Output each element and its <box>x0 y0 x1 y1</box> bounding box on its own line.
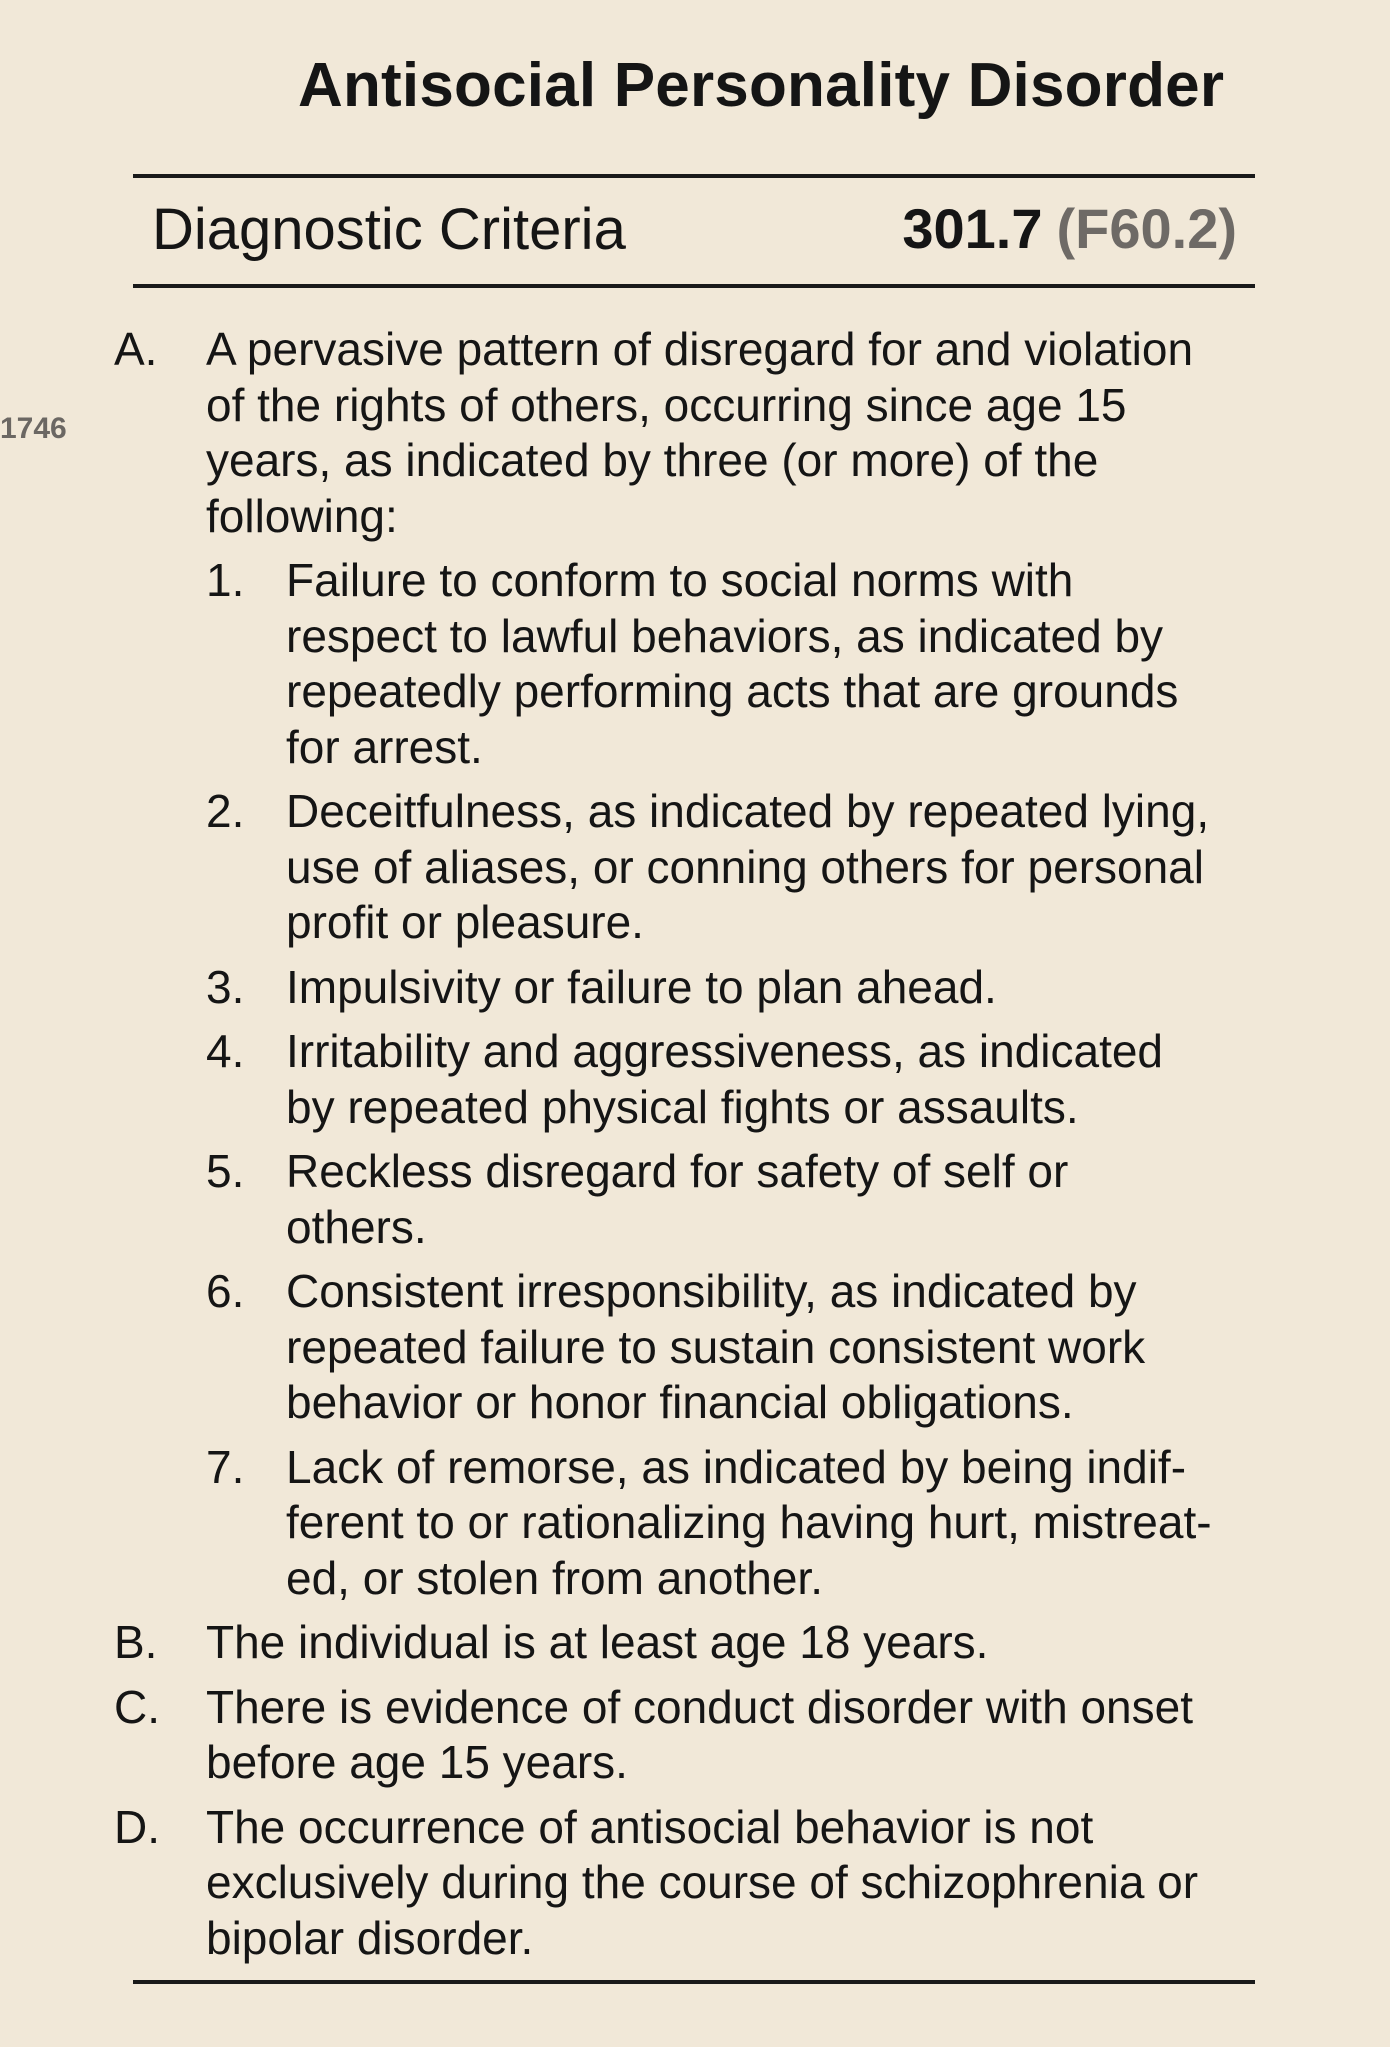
criterion-text <box>206 1680 1264 1791</box>
text-line: Lack of remorse, as indicated by being indif- <box>286 1440 1187 1493</box>
text-line: bipolar disorder. <box>206 1911 534 1964</box>
subcriterion-marker: 6. <box>206 1265 245 1317</box>
text-line: A pervasive pattern of disregard for and violation <box>206 323 1194 375</box>
subcriterion-7 <box>206 1440 1264 1607</box>
criteria-list <box>114 322 1264 1975</box>
criterion-marker: C. <box>114 1680 160 1733</box>
criterion-a <box>114 322 1264 544</box>
criterion-a-subitems <box>206 553 1264 1606</box>
text-line: for arrest. <box>286 720 483 773</box>
text-line: Reckless disregard for safety of self or <box>286 1145 1069 1197</box>
subcriterion-text <box>286 1144 1264 1255</box>
text-line: exclusively during the course of schizophrenia or <box>206 1856 1199 1908</box>
margin-page-number: 1746 <box>0 412 67 445</box>
text-line: Impulsivity or failure to plan ahead. <box>286 960 997 1013</box>
subcriterion-marker: 4. <box>206 1025 245 1077</box>
text-line: ed, or stolen from another. <box>286 1551 823 1604</box>
text-line: respect to lawful behaviors, as indicated by <box>286 609 1164 662</box>
text-line: There is evidence of conduct disorder with onset <box>206 1680 1193 1733</box>
text-line: before age 15 years. <box>206 1736 628 1788</box>
text-line: behavior or honor financial obligations. <box>286 1376 1074 1428</box>
subcriterion-text <box>286 1440 1264 1607</box>
criterion-b <box>114 1615 1264 1671</box>
top-rule <box>133 174 1255 178</box>
subcriterion-marker: 3. <box>206 960 245 1013</box>
subcriterion-text <box>286 960 1264 1016</box>
subcriterion-1 <box>206 553 1264 775</box>
text-line: The individual is at least age 18 years. <box>206 1616 989 1668</box>
criteria-header <box>152 196 1237 268</box>
text-line: repeated failure to sustain consistent work <box>286 1320 1146 1373</box>
criterion-marker: B. <box>114 1616 158 1668</box>
subcriterion-marker: 5. <box>206 1145 245 1197</box>
text-line: profit or pleasure. <box>286 896 644 948</box>
text-line: use of aliases, or conning others for personal <box>286 840 1204 893</box>
criterion-text <box>206 1800 1264 1967</box>
criterion-c <box>114 1680 1264 1791</box>
text-line: of the rights of others, occurring since age 15 <box>206 378 1127 431</box>
text-line: years, as indicated by three (or more) of the <box>206 434 1099 486</box>
subcriterion-text <box>286 1024 1264 1135</box>
text-line: repeatedly performing acts that are grounds <box>286 665 1179 717</box>
text-line: Consistent irresponsibility, as indicated by <box>286 1265 1137 1317</box>
criterion-marker: A. <box>114 323 158 375</box>
subcriterion-text <box>286 784 1264 951</box>
diagnostic-code <box>902 196 1237 261</box>
text-line: The occurrence of antisocial behavior is not <box>206 1800 1094 1853</box>
text-line: ferent to or rationalizing having hurt, mistreat- <box>286 1496 1212 1548</box>
dsm-code: 301.7 <box>902 197 1043 260</box>
subcriterion-marker: 1. <box>206 554 245 606</box>
criterion-marker: D. <box>114 1800 160 1853</box>
subcriterion-text <box>286 1264 1264 1431</box>
subcriterion-text <box>286 553 1264 775</box>
header-rule <box>133 284 1255 288</box>
text-line: Irritability and aggressiveness, as indicated <box>286 1025 1164 1077</box>
subcriterion-2 <box>206 784 1264 951</box>
bottom-rule <box>133 1980 1255 1984</box>
text-line: by repeated physical fights or assaults. <box>286 1080 1079 1133</box>
subcriterion-3 <box>206 960 1264 1016</box>
text-line: Failure to conform to social norms with <box>286 554 1074 606</box>
criterion-text <box>206 1615 1264 1671</box>
text-line: Deceitfulness, as indicated by repeated lying, <box>286 785 1210 837</box>
criterion-d <box>114 1800 1264 1967</box>
icd10-code: (F60.2) <box>1056 197 1237 260</box>
subcriterion-4 <box>206 1024 1264 1135</box>
text-line: following: <box>206 489 398 542</box>
subcriterion-marker: 7. <box>206 1440 245 1493</box>
subcriterion-5 <box>206 1144 1264 1255</box>
criterion-text <box>206 322 1264 544</box>
text-line: others. <box>286 1200 427 1253</box>
subcriterion-marker: 2. <box>206 785 245 837</box>
criteria-heading: Diagnostic Criteria <box>152 197 626 262</box>
page-title: Antisocial Personality Disorder <box>298 51 1225 120</box>
subcriterion-6 <box>206 1264 1264 1431</box>
